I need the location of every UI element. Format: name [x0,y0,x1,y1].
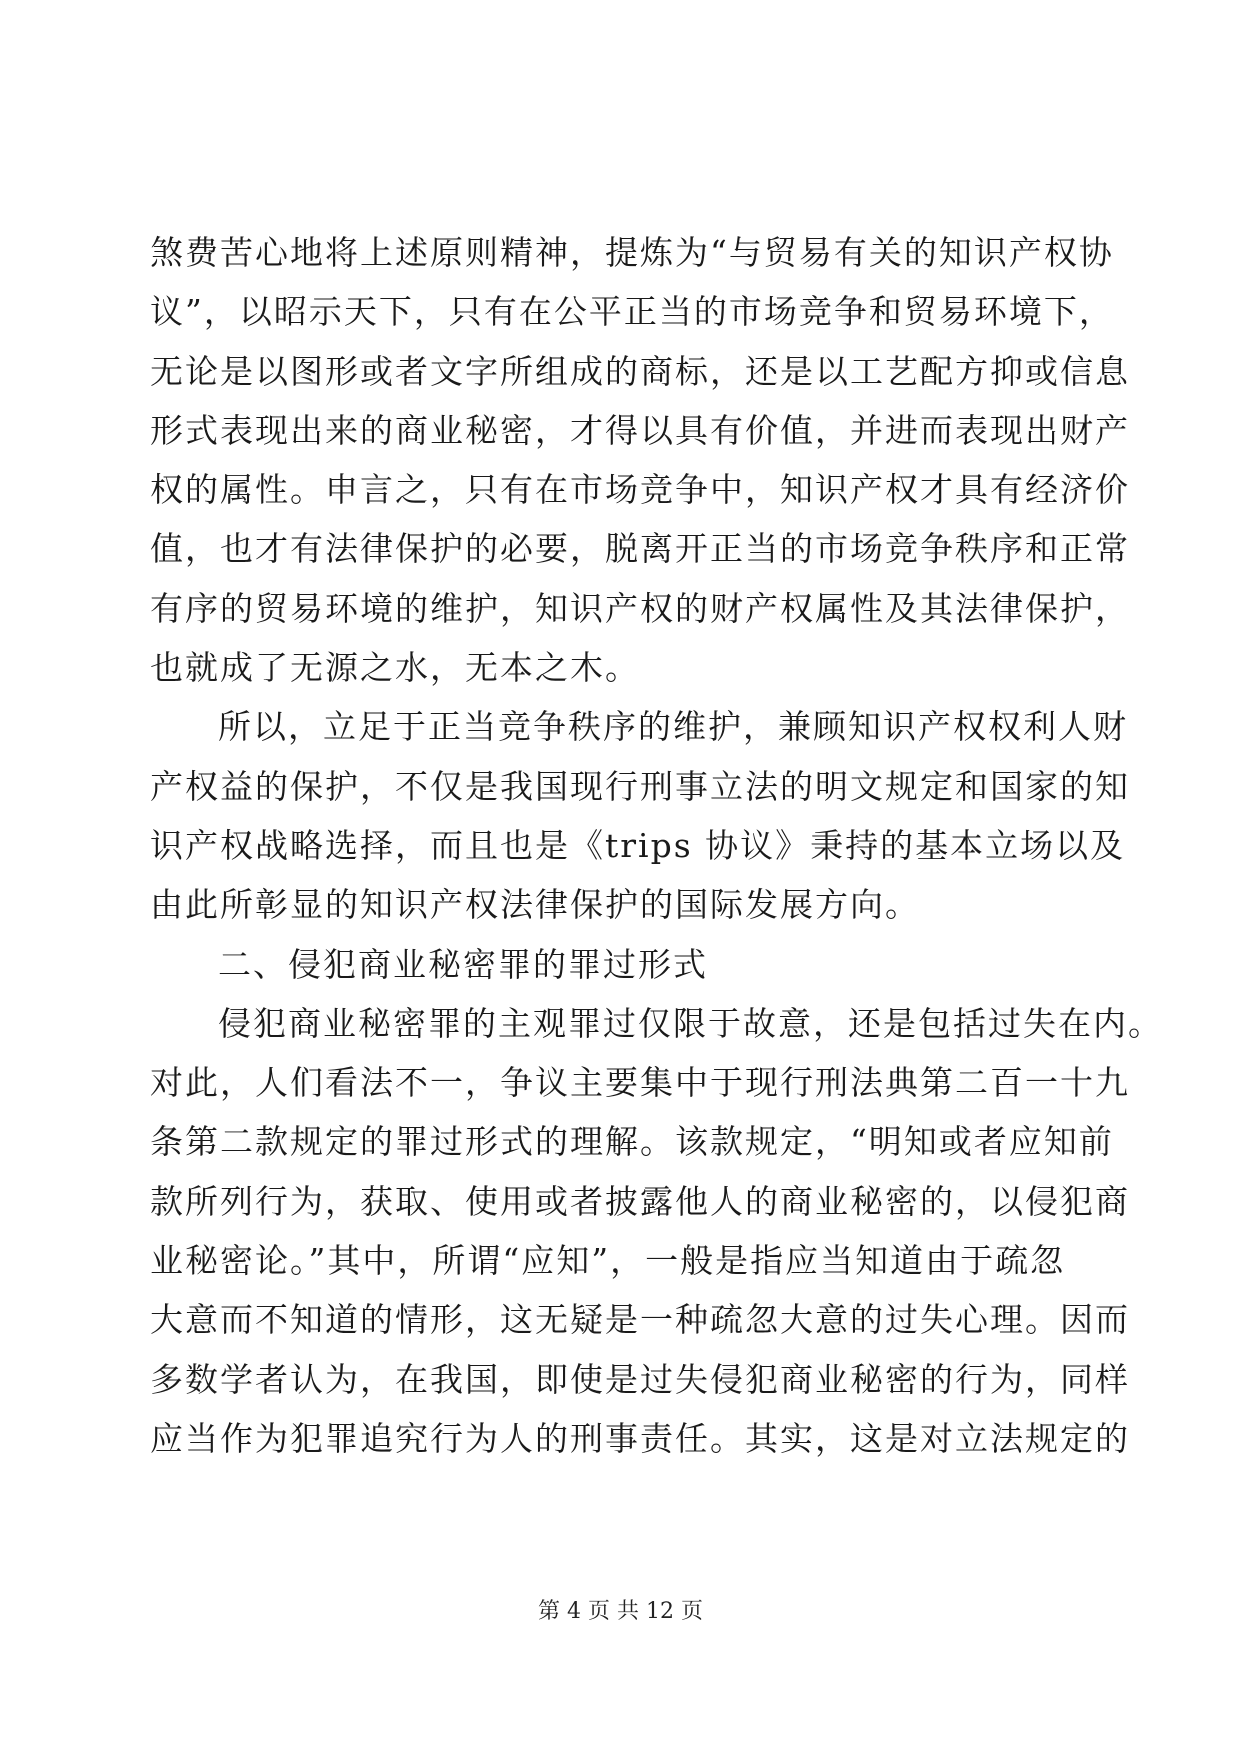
text-line: 大意而不知道的情形，这无疑是一种疏忽大意的过失心理。因而 [150,1300,1130,1340]
text-line: 多数学者认为，在我国，即使是过失侵犯商业秘密的行为，同样 [150,1359,1130,1399]
text-line: 条第二款规定的罪过形式的理解。该款规定，“明知或者应知前 [150,1122,1114,1162]
text-line: 煞费苦心地将上述原则精神，提炼为“与贸易有关的知识产权协 [150,233,1114,272]
document-body [150,223,1163,1468]
text-line: 由此所彰显的知识产权法律保护的国际发展方向。 [150,885,920,925]
text-line: 形式表现出来的商业秘密，才得以具有价值，并进而表现出财产 [150,410,1130,450]
text-line: 业秘密论。”其中，所谓“应知”，一般是指应当知道由于疏忽 [150,1241,1066,1281]
text-line: 议”，以昭示天下，只有在公平正当的市场竞争和贸易环境下， [150,292,1114,332]
text-line: 侵犯商业秘密罪的主观罪过仅限于故意，还是包括过失在内。 [218,1003,1163,1043]
section-heading: 二、侵犯商业秘密罪的罪过形式 [218,944,708,984]
text-line: 产权益的保护，不仅是我国现行刑事立法的明文规定和国家的知 [150,766,1130,806]
text-line: 对此，人们看法不一，争议主要集中于现行刑法典第二百一十九 [150,1063,1130,1103]
text-line: 识产权战略选择，而且也是《trips 协议》秉持的基本立场以及 [150,825,1126,865]
text-line: 有序的贸易环境的维护，知识产权的财产权属性及其法律保护， [150,588,1130,628]
text-line: 无论是以图形或者文字所组成的商标，还是以工艺配方抑或信息 [150,351,1130,391]
text-line: 权的属性。申言之，只有在市场竞争中，知识产权才具有经济价 [150,470,1130,510]
text-line: 所以，立足于正当竞争秩序的维护，兼顾知识产权权利人财 [218,707,1128,747]
text-line: 应当作为犯罪追究行为人的刑事责任。其实，这是对立法规定的 [150,1418,1130,1458]
text-line: 也就成了无源之水，无本之木。 [150,648,640,688]
text-line: 值，也才有法律保护的必要，脱离开正当的市场竞争秩序和正常 [150,529,1130,569]
page-number-footer: 第 4 页 共 12 页 [538,1599,703,1624]
text-line: 款所列行为，获取、使用或者披露他人的商业秘密的，以侵犯商 [150,1181,1130,1221]
